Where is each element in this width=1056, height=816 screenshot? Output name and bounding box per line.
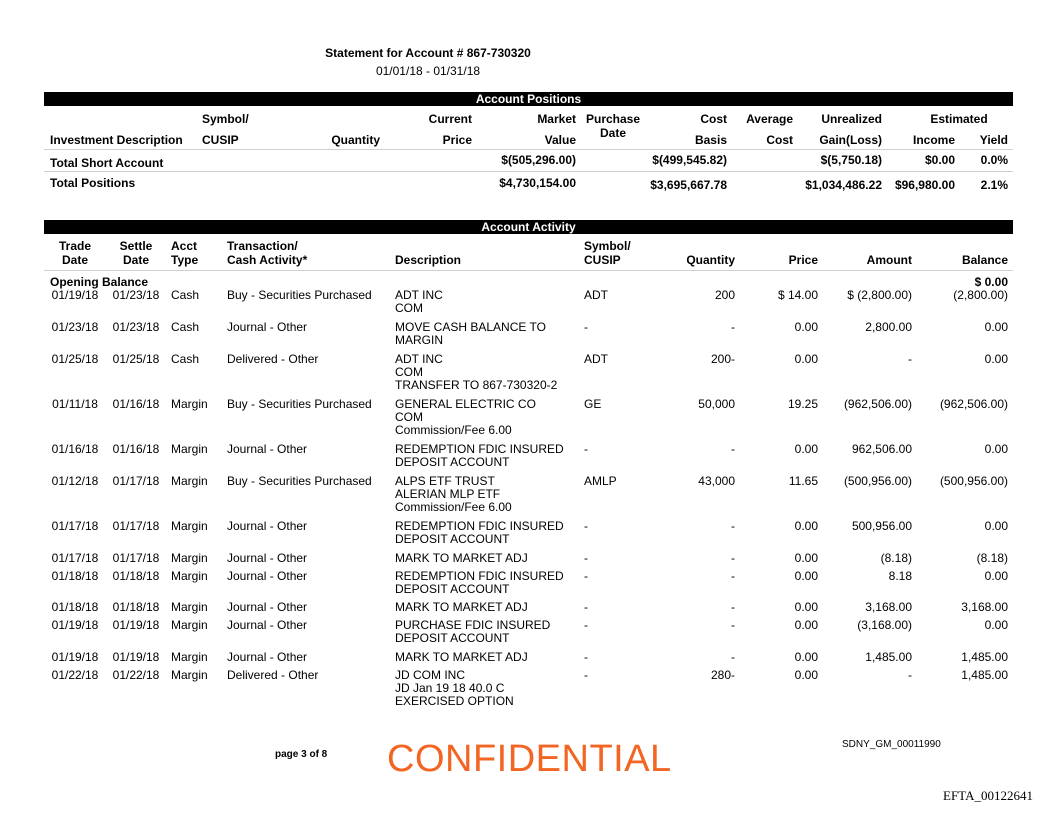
activity-trade-date: 01/22/18 bbox=[51, 668, 99, 682]
activity-transaction: Journal - Other bbox=[227, 650, 308, 664]
activity-description-line: MOVE CASH BALANCE TO bbox=[395, 320, 546, 334]
activity-description-line: REDEMPTION FDIC INSURED bbox=[395, 442, 564, 456]
activity-quantity: - bbox=[731, 618, 735, 632]
activity-settle-date: 01/19/18 bbox=[112, 650, 160, 664]
activity-trade-date: 01/18/18 bbox=[51, 569, 99, 583]
pos-row-yield: 2.1% bbox=[980, 178, 1008, 192]
activity-price: 0.00 bbox=[794, 600, 818, 614]
pos-row-label: Total Short Account bbox=[50, 156, 164, 170]
activity-bar-title: Account Activity bbox=[481, 220, 576, 234]
activity-settle-date: 01/23/18 bbox=[112, 320, 160, 334]
activity-settle-date: 01/25/18 bbox=[112, 352, 160, 366]
act-h-acct-bottom: Type bbox=[171, 253, 199, 267]
activity-balance: 1,485.00 bbox=[961, 668, 1008, 682]
activity-description bbox=[395, 601, 528, 614]
pos-h-current-top: Current bbox=[428, 112, 472, 126]
activity-description bbox=[395, 443, 564, 469]
activity-trade-date: 01/17/18 bbox=[51, 519, 99, 533]
activity-transaction: Buy - Securities Purchased bbox=[227, 288, 372, 302]
activity-balance: 0.00 bbox=[984, 442, 1008, 456]
activity-balance: 0.00 bbox=[984, 352, 1008, 366]
pos-h-symbol-bottom: CUSIP bbox=[202, 133, 239, 147]
activity-description-line: PURCHASE FDIC INSURED bbox=[395, 618, 551, 632]
activity-description-line: ADT INC bbox=[395, 288, 443, 302]
activity-transaction: Delivered - Other bbox=[227, 668, 319, 682]
activity-description bbox=[395, 289, 443, 315]
activity-description-line: COM bbox=[395, 365, 423, 379]
activity-settle-date: 01/17/18 bbox=[112, 519, 160, 533]
positions-header-rule bbox=[44, 149, 1013, 150]
activity-quantity: 50,000 bbox=[698, 397, 735, 411]
activity-symbol: - bbox=[584, 320, 588, 334]
positions-row-rule bbox=[44, 171, 1013, 172]
activity-price: 0.00 bbox=[794, 519, 818, 533]
activity-transaction: Journal - Other bbox=[227, 320, 308, 334]
activity-price: 0.00 bbox=[794, 618, 818, 632]
activity-transaction: Delivered - Other bbox=[227, 352, 319, 366]
activity-description-line: ADT INC bbox=[395, 352, 443, 366]
activity-header-rule bbox=[44, 270, 1013, 271]
activity-description-line: ALPS ETF TRUST bbox=[395, 474, 495, 488]
activity-price: 0.00 bbox=[794, 668, 818, 682]
activity-quantity: 200- bbox=[710, 352, 735, 366]
activity-settle-date: 01/18/18 bbox=[112, 569, 160, 583]
activity-quantity: 280- bbox=[710, 668, 735, 682]
act-h-transaction-top: Transaction/ bbox=[227, 239, 298, 253]
activity-acct-type: Margin bbox=[171, 519, 208, 533]
pos-h-yield: Yield bbox=[979, 133, 1008, 147]
pos-h-cost-bottom: Basis bbox=[694, 133, 727, 147]
activity-acct-type: Margin bbox=[171, 442, 208, 456]
activity-description-line: ALERIAN MLP ETF bbox=[395, 487, 501, 501]
activity-description-line: JD Jan 19 18 40.0 C bbox=[395, 681, 505, 695]
activity-balance: (2,800.00) bbox=[953, 288, 1008, 302]
activity-quantity: - bbox=[731, 519, 735, 533]
pos-h-symbol-top: Symbol/ bbox=[202, 112, 249, 126]
act-h-description: Description bbox=[395, 253, 462, 267]
confidential-stamp: CONFIDENTIAL bbox=[387, 738, 672, 780]
activity-quantity: - bbox=[731, 650, 735, 664]
activity-price: 0.00 bbox=[794, 320, 818, 334]
activity-amount: (8.18) bbox=[880, 551, 912, 565]
activity-symbol: - bbox=[584, 668, 588, 682]
pos-h-unrealized-top: Unrealized bbox=[821, 112, 882, 126]
activity-balance: (8.18) bbox=[976, 551, 1008, 565]
pos-row-income: $96,980.00 bbox=[894, 178, 955, 192]
activity-description-line: DEPOSIT ACCOUNT bbox=[395, 455, 510, 469]
act-h-acct-top: Acct bbox=[171, 239, 198, 253]
act-h-settle-bottom: Date bbox=[122, 253, 149, 267]
pos-h-cost-top: Cost bbox=[700, 112, 727, 126]
activity-description-line: MARK TO MARKET ADJ bbox=[395, 650, 528, 664]
activity-price: 0.00 bbox=[794, 442, 818, 456]
activity-acct-type: Margin bbox=[171, 474, 208, 488]
act-h-balance: Balance bbox=[961, 253, 1008, 267]
activity-quantity: - bbox=[731, 569, 735, 583]
activity-quantity: 43,000 bbox=[698, 474, 735, 488]
activity-transaction: Journal - Other bbox=[227, 442, 308, 456]
activity-amount: 8.18 bbox=[888, 569, 912, 583]
activity-amount: (962,506.00) bbox=[843, 397, 912, 411]
activity-trade-date: 01/12/18 bbox=[51, 474, 99, 488]
activity-symbol: AMLP bbox=[584, 474, 617, 488]
positions-bar bbox=[44, 92, 1013, 106]
activity-amount: $ (2,800.00) bbox=[847, 288, 912, 302]
activity-settle-date: 01/17/18 bbox=[112, 474, 160, 488]
pos-h-investment-description: Investment Description bbox=[50, 133, 183, 147]
activity-symbol: - bbox=[584, 650, 588, 664]
activity-description-line: DEPOSIT ACCOUNT bbox=[395, 582, 510, 596]
activity-description-line: Commission/Fee 6.00 bbox=[395, 423, 512, 437]
activity-balance: (962,506.00) bbox=[939, 397, 1008, 411]
activity-settle-date: 01/17/18 bbox=[112, 551, 160, 565]
activity-balance: 3,168.00 bbox=[961, 600, 1008, 614]
pos-h-purchase-top: Purchase bbox=[585, 112, 641, 126]
activity-description-line: REDEMPTION FDIC INSURED bbox=[395, 519, 564, 533]
pos-row-income: $0.00 bbox=[924, 153, 955, 167]
activity-acct-type: Margin bbox=[171, 650, 208, 664]
activity-quantity: - bbox=[731, 551, 735, 565]
activity-symbol: ADT bbox=[584, 352, 608, 366]
activity-amount: 962,506.00 bbox=[851, 442, 912, 456]
pos-row-cost-basis: $(499,545.82) bbox=[652, 153, 727, 167]
activity-symbol: - bbox=[584, 551, 588, 565]
activity-acct-type: Cash bbox=[171, 288, 200, 302]
activity-balance: 0.00 bbox=[984, 569, 1008, 583]
activity-trade-date: 01/16/18 bbox=[51, 442, 99, 456]
activity-quantity: - bbox=[731, 600, 735, 614]
activity-transaction: Buy - Securities Purchased bbox=[227, 474, 372, 488]
activity-acct-type: Margin bbox=[171, 551, 208, 565]
activity-acct-type: Cash bbox=[171, 352, 200, 366]
efta-number: EFTA_00122641 bbox=[943, 788, 1033, 803]
activity-balance: 1,485.00 bbox=[961, 650, 1008, 664]
activity-description-line: DEPOSIT ACCOUNT bbox=[395, 631, 510, 645]
activity-description-line: TRANSFER TO 867-730320-2 bbox=[395, 378, 558, 392]
activity-description-line: REDEMPTION FDIC INSURED bbox=[395, 569, 564, 583]
pos-h-purchase-bottom: Date bbox=[599, 126, 626, 140]
act-h-symbol-top: Symbol/ bbox=[584, 239, 631, 253]
activity-trade-date: 01/19/18 bbox=[51, 618, 99, 632]
pos-row-cost-basis: $3,695,667.78 bbox=[650, 178, 727, 192]
act-h-trade-bottom: Date bbox=[61, 253, 88, 267]
activity-description-line: DEPOSIT ACCOUNT bbox=[395, 532, 510, 546]
pos-row-unrealized: $(5,750.18) bbox=[820, 153, 882, 167]
activity-price: $ 14.00 bbox=[777, 288, 818, 302]
activity-description bbox=[395, 619, 550, 645]
activity-description bbox=[395, 669, 514, 708]
pos-row-yield: 0.0% bbox=[980, 153, 1008, 167]
activity-amount: - bbox=[908, 352, 912, 366]
activity-description bbox=[395, 353, 557, 392]
activity-settle-date: 01/22/18 bbox=[112, 668, 160, 682]
activity-balance: 0.00 bbox=[984, 519, 1008, 533]
activity-symbol: ADT bbox=[584, 288, 608, 302]
activity-price: 19.25 bbox=[787, 397, 818, 411]
activity-description-line: EXERCISED OPTION bbox=[395, 694, 514, 708]
activity-quantity: 200 bbox=[714, 288, 735, 302]
activity-settle-date: 01/19/18 bbox=[112, 618, 160, 632]
activity-description bbox=[395, 552, 528, 565]
activity-amount: 500,956.00 bbox=[851, 519, 912, 533]
activity-description-line: MARK TO MARKET ADJ bbox=[395, 551, 528, 565]
activity-symbol: GE bbox=[584, 397, 602, 411]
activity-trade-date: 01/19/18 bbox=[51, 650, 99, 664]
pos-h-average-top: Average bbox=[746, 112, 793, 126]
activity-transaction: Buy - Securities Purchased bbox=[227, 397, 372, 411]
activity-symbol: - bbox=[584, 519, 588, 533]
activity-price: 0.00 bbox=[794, 352, 818, 366]
activity-amount: 3,168.00 bbox=[865, 600, 912, 614]
activity-trade-date: 01/17/18 bbox=[51, 551, 99, 565]
activity-transaction: Journal - Other bbox=[227, 551, 308, 565]
activity-acct-type: Margin bbox=[171, 668, 208, 682]
activity-symbol: - bbox=[584, 618, 588, 632]
pos-h-market-bottom: Value bbox=[544, 133, 576, 147]
activity-description-line: COM bbox=[395, 301, 423, 315]
activity-description-line: MARGIN bbox=[395, 333, 443, 347]
act-h-transaction-bottom: Cash Activity* bbox=[227, 253, 308, 267]
act-h-quantity: Quantity bbox=[686, 253, 735, 267]
pos-h-average-bottom: Cost bbox=[766, 133, 793, 147]
act-h-amount: Amount bbox=[866, 253, 912, 267]
statement-period: 01/01/18 - 01/31/18 bbox=[375, 64, 481, 78]
act-h-price: Price bbox=[788, 253, 818, 267]
activity-price: 11.65 bbox=[788, 474, 818, 488]
pos-row-market-value: $(505,296.00) bbox=[501, 153, 576, 167]
activity-balance: 0.00 bbox=[984, 320, 1008, 334]
activity-amount: 2,800.00 bbox=[865, 320, 912, 334]
activity-description bbox=[395, 321, 546, 347]
activity-amount: (3,168.00) bbox=[857, 618, 912, 632]
activity-amount: - bbox=[908, 668, 912, 682]
activity-symbol: - bbox=[584, 600, 588, 614]
activity-acct-type: Margin bbox=[171, 569, 208, 583]
activity-balance: 0.00 bbox=[984, 618, 1008, 632]
activity-amount: (500,956.00) bbox=[843, 474, 912, 488]
activity-description bbox=[395, 520, 564, 546]
activity-acct-type: Margin bbox=[171, 618, 208, 632]
pos-row-label: Total Positions bbox=[50, 176, 136, 190]
activity-acct-type: Cash bbox=[171, 320, 200, 334]
activity-trade-date: 01/23/18 bbox=[51, 320, 99, 334]
activity-transaction: Journal - Other bbox=[227, 618, 308, 632]
activity-symbol: - bbox=[584, 569, 588, 583]
pos-row-unrealized: $1,034,486.22 bbox=[805, 178, 882, 192]
activity-amount: 1,485.00 bbox=[865, 650, 912, 664]
act-h-trade-top: Trade bbox=[58, 239, 91, 253]
activity-quantity: - bbox=[731, 442, 735, 456]
activity-transaction: Journal - Other bbox=[227, 600, 308, 614]
act-h-symbol-bottom: CUSIP bbox=[584, 253, 621, 267]
activity-trade-date: 01/25/18 bbox=[51, 352, 99, 366]
positions-bar-title: Account Positions bbox=[475, 92, 582, 106]
activity-settle-date: 01/16/18 bbox=[112, 442, 160, 456]
activity-balance: (500,956.00) bbox=[939, 474, 1008, 488]
pos-h-estimated-top: Estimated bbox=[930, 112, 988, 126]
pos-row-market-value: $4,730,154.00 bbox=[499, 176, 576, 190]
activity-trade-date: 01/11/18 bbox=[52, 397, 98, 411]
activity-description-line: JD COM INC bbox=[395, 668, 465, 682]
activity-description bbox=[395, 570, 564, 596]
statement-title: Statement for Account # 867-730320 bbox=[325, 46, 531, 60]
activity-description bbox=[395, 475, 512, 514]
page-number: page 3 of 8 bbox=[275, 749, 328, 760]
activity-price: 0.00 bbox=[794, 569, 818, 583]
pos-h-current-bottom: Price bbox=[442, 133, 472, 147]
activity-symbol: - bbox=[584, 442, 588, 456]
activity-quantity: - bbox=[731, 320, 735, 334]
pos-h-unrealized-bottom: Gain(Loss) bbox=[819, 133, 882, 147]
pos-h-market-top: Market bbox=[537, 112, 576, 126]
bates-number: SDNY_GM_00011990 bbox=[842, 739, 941, 750]
activity-transaction: Journal - Other bbox=[227, 519, 308, 533]
pos-h-quantity: Quantity bbox=[331, 133, 380, 147]
activity-trade-date: 01/19/18 bbox=[51, 288, 99, 302]
pos-h-income: Income bbox=[912, 133, 955, 147]
activity-acct-type: Margin bbox=[171, 600, 208, 614]
act-h-settle-top: Settle bbox=[119, 239, 153, 253]
activity-settle-date: 01/18/18 bbox=[112, 600, 160, 614]
activity-description-line: GENERAL ELECTRIC CO bbox=[395, 397, 536, 411]
activity-acct-type: Margin bbox=[171, 397, 208, 411]
activity-transaction: Journal - Other bbox=[227, 569, 308, 583]
activity-description-line: COM bbox=[395, 410, 423, 424]
activity-description bbox=[395, 398, 536, 437]
opening-balance-label: Opening Balance bbox=[50, 275, 149, 289]
activity-price: 0.00 bbox=[794, 650, 818, 664]
activity-price: 0.00 bbox=[794, 551, 818, 565]
opening-balance-value: $ 0.00 bbox=[974, 275, 1008, 289]
activity-description bbox=[395, 651, 528, 664]
activity-bar bbox=[44, 220, 1013, 234]
activity-settle-date: 01/16/18 bbox=[112, 397, 160, 411]
activity-description-line: MARK TO MARKET ADJ bbox=[395, 600, 528, 614]
activity-trade-date: 01/18/18 bbox=[51, 600, 99, 614]
activity-settle-date: 01/23/18 bbox=[112, 288, 160, 302]
activity-description-line: Commission/Fee 6.00 bbox=[395, 500, 512, 514]
